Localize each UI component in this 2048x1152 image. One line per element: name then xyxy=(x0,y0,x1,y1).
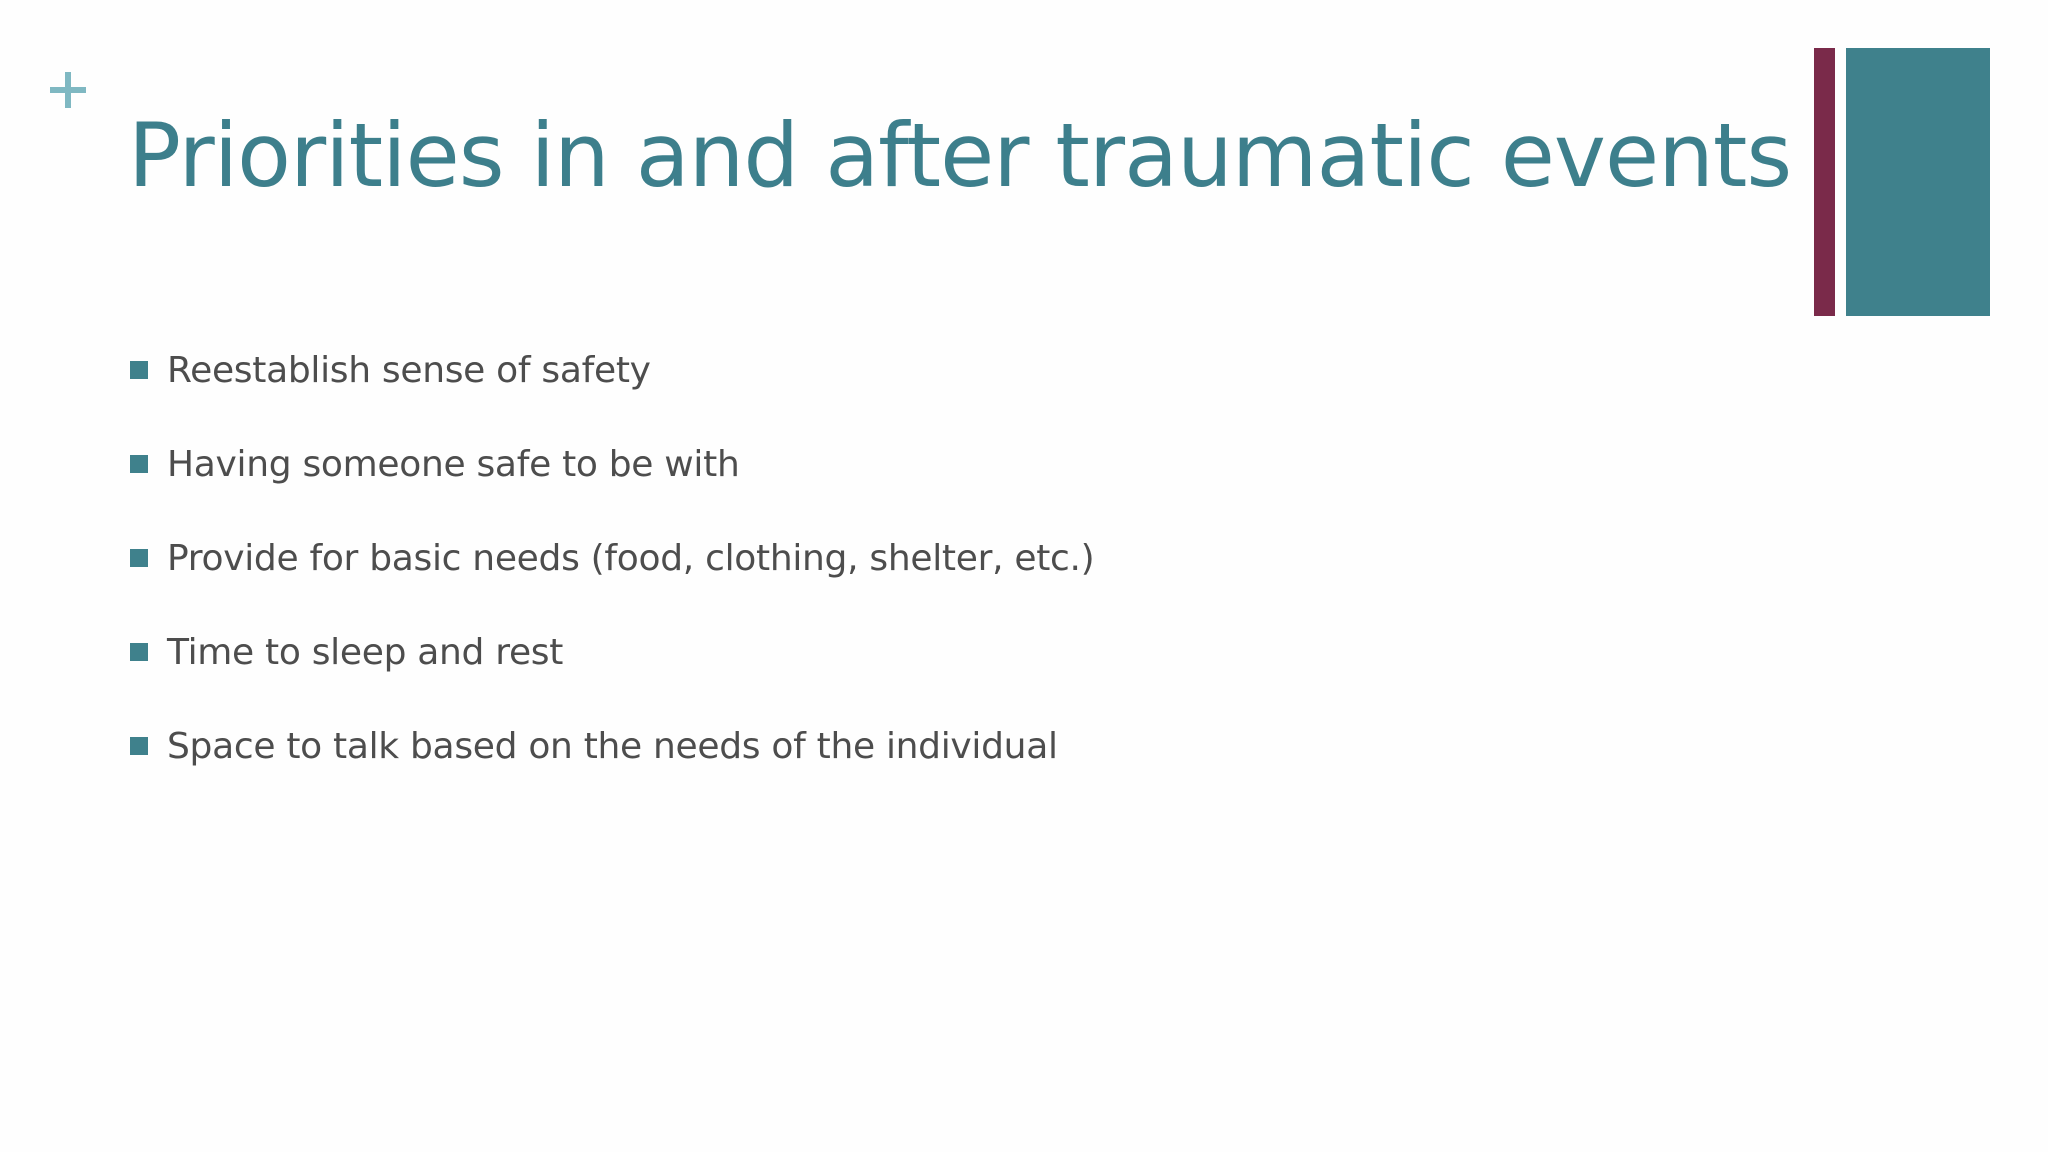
square-bullet-icon xyxy=(130,737,148,755)
bullet-item xyxy=(130,624,1094,680)
bullet-list xyxy=(130,342,1094,812)
bullet-item xyxy=(130,530,1094,586)
square-bullet-icon xyxy=(130,549,148,567)
plus-icon xyxy=(50,72,86,108)
accent-bar-maroon xyxy=(1814,48,1835,316)
accent-block-teal xyxy=(1846,48,1990,316)
bullet-text: Having someone safe to be with xyxy=(167,443,740,485)
bullet-text: Space to talk based on the needs of the individual xyxy=(167,725,1058,767)
square-bullet-icon xyxy=(130,361,148,379)
square-bullet-icon xyxy=(130,643,148,661)
bullet-text: Provide for basic needs (food, clothing, shelter, etc.) xyxy=(167,537,1095,579)
bullet-item xyxy=(130,436,1094,492)
bullet-text: Time to sleep and rest xyxy=(167,631,564,673)
slide-title: Priorities in and after traumatic events xyxy=(128,104,1792,207)
bullet-item xyxy=(130,718,1094,774)
square-bullet-icon xyxy=(130,455,148,473)
bullet-text: Reestablish sense of safety xyxy=(167,349,651,391)
bullet-item xyxy=(130,342,1094,398)
